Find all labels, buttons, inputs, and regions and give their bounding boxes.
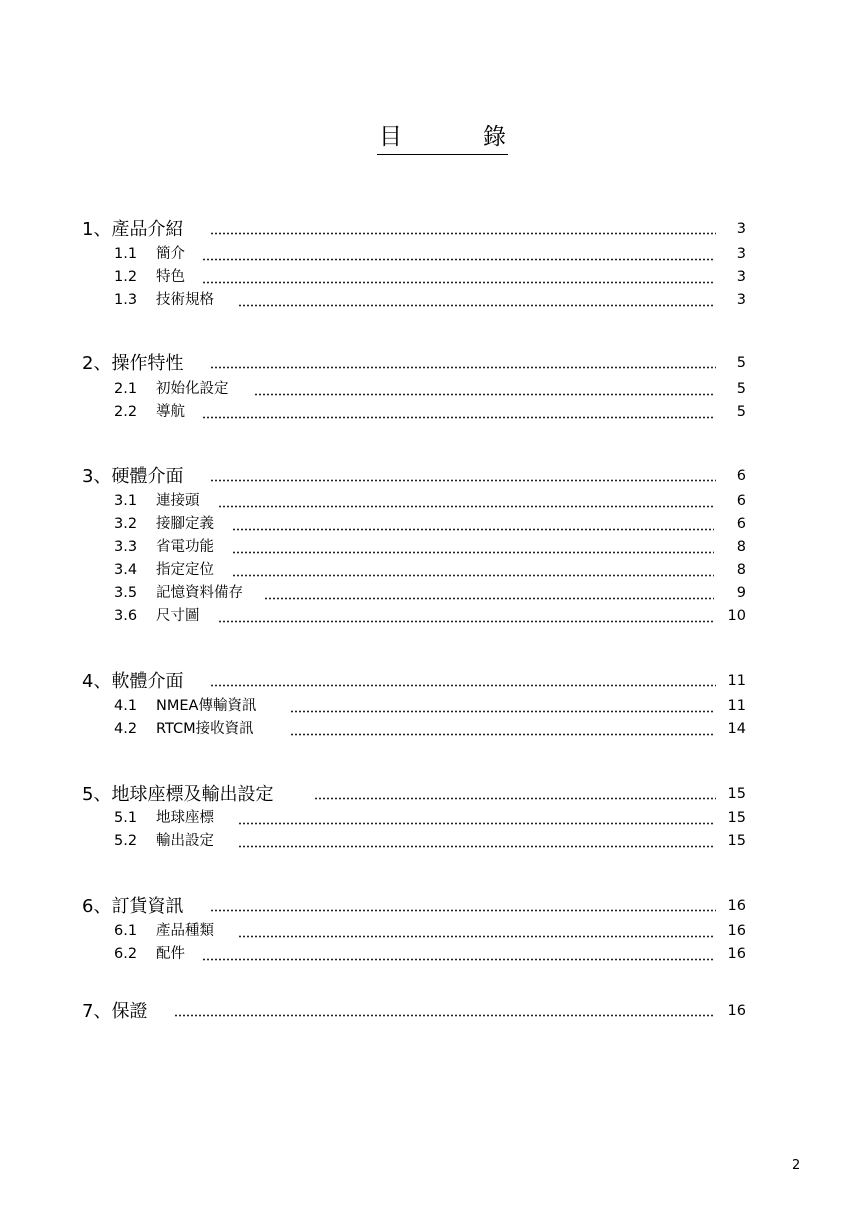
- item-label: 尺寸圖: [156, 608, 200, 624]
- toc-item-3-6[interactable]: [114, 605, 746, 627]
- footer-page-number: 2: [792, 1158, 801, 1173]
- toc-item-3-3[interactable]: [114, 536, 746, 558]
- toc-section-4[interactable]: [82, 670, 746, 696]
- toc-item-5-2[interactable]: [114, 830, 746, 852]
- leader-dots: [238, 822, 714, 825]
- item-label: 指定定位: [156, 562, 214, 578]
- item-page: 5: [736, 381, 746, 397]
- leader-dots: [218, 505, 714, 508]
- leader-dots: [174, 1014, 714, 1017]
- leader-dots: [238, 845, 714, 848]
- toc-item-1-1[interactable]: [114, 243, 746, 265]
- item-number: 3.4: [114, 562, 138, 578]
- section-page: 15: [727, 786, 746, 802]
- toc-title-char-2: 錄: [483, 124, 506, 150]
- item-number: 4.2: [114, 721, 138, 737]
- item-label: 簡介: [156, 246, 185, 262]
- leader-dots: [238, 304, 714, 307]
- item-page: 6: [736, 493, 746, 509]
- leader-dots: [202, 958, 714, 961]
- leader-dots: [290, 710, 714, 713]
- item-page: 15: [727, 810, 746, 826]
- toc-item-3-1[interactable]: [114, 490, 746, 512]
- toc-item-1-3[interactable]: [114, 289, 746, 311]
- item-number: 3.3: [114, 539, 138, 555]
- toc-item-5-1[interactable]: [114, 807, 746, 829]
- item-page: 11: [727, 698, 746, 714]
- section-page: 6: [736, 468, 746, 484]
- toc-item-1-2[interactable]: [114, 266, 746, 288]
- section-page: 16: [727, 1003, 746, 1019]
- item-label: 技術規格: [156, 292, 214, 308]
- leader-dots: [232, 574, 714, 577]
- section-page: 3: [736, 221, 746, 237]
- item-page: 10: [727, 608, 746, 624]
- item-page: 3: [736, 292, 746, 308]
- item-label: 產品種類: [156, 923, 214, 939]
- item-label: 導航: [156, 404, 185, 420]
- leader-dots: [202, 416, 714, 419]
- toc-section-7[interactable]: [82, 1000, 746, 1026]
- item-page: 16: [727, 946, 746, 962]
- item-label: 省電功能: [156, 539, 214, 555]
- section-page: 16: [727, 898, 746, 914]
- toc-section-3[interactable]: [82, 465, 746, 491]
- leader-dots: [210, 909, 716, 912]
- item-number: 5.1: [114, 810, 138, 826]
- item-number: 2.2: [114, 404, 138, 420]
- section-label: 7、保證: [82, 1001, 148, 1022]
- leader-dots: [254, 393, 714, 396]
- section-label: 2、操作特性: [82, 353, 184, 374]
- item-number: 1.1: [114, 246, 138, 262]
- item-label: RTCM接收資訊: [156, 721, 254, 737]
- item-label: 接腳定義: [156, 516, 214, 532]
- leader-dots: [264, 597, 714, 600]
- toc-item-4-1[interactable]: [114, 695, 746, 717]
- leader-dots: [210, 232, 716, 235]
- leader-dots: [210, 684, 716, 687]
- toc-section-1[interactable]: [82, 218, 746, 244]
- item-label: NMEA傳輸資訊: [156, 698, 257, 714]
- leader-dots: [290, 733, 714, 736]
- item-number: 3.2: [114, 516, 138, 532]
- section-label: 4、軟體介面: [82, 671, 184, 692]
- toc-item-4-2[interactable]: [114, 718, 746, 740]
- toc-title: [377, 122, 508, 155]
- item-number: 4.1: [114, 698, 138, 714]
- toc-item-6-1[interactable]: [114, 920, 746, 942]
- section-label: 5、地球座標及輸出設定: [82, 784, 274, 805]
- section-page: 11: [727, 673, 746, 689]
- toc-item-3-5[interactable]: [114, 582, 746, 604]
- leader-dots: [314, 797, 716, 800]
- item-page: 9: [736, 585, 746, 601]
- item-label: 初始化設定: [156, 381, 229, 397]
- toc-title-char-1: 目: [379, 124, 402, 150]
- toc-item-6-2[interactable]: [114, 943, 746, 965]
- leader-dots: [238, 935, 714, 938]
- item-number: 6.1: [114, 923, 138, 939]
- item-number: 3.5: [114, 585, 138, 601]
- section-label: 1、產品介紹: [82, 219, 184, 240]
- section-page: 5: [736, 355, 746, 371]
- item-page: 8: [736, 539, 746, 555]
- item-page: 14: [727, 721, 746, 737]
- item-label: 輸出設定: [156, 833, 214, 849]
- toc-item-2-1[interactable]: [114, 378, 746, 400]
- item-number: 6.2: [114, 946, 138, 962]
- item-page: 15: [727, 833, 746, 849]
- section-label: 3、硬體介面: [82, 466, 184, 487]
- item-label: 配件: [156, 946, 185, 962]
- leader-dots: [218, 620, 714, 623]
- toc-item-2-2[interactable]: [114, 401, 746, 423]
- item-page: 5: [736, 404, 746, 420]
- item-number: 2.1: [114, 381, 138, 397]
- item-label: 地球座標: [156, 810, 214, 826]
- item-page: 3: [736, 269, 746, 285]
- item-label: 記憶資料備存: [156, 585, 243, 601]
- leader-dots: [232, 528, 714, 531]
- leader-dots: [232, 551, 714, 554]
- item-number: 3.1: [114, 493, 138, 509]
- toc-item-3-4[interactable]: [114, 559, 746, 581]
- item-label: 連接頭: [156, 493, 200, 509]
- leader-dots: [202, 258, 714, 261]
- item-page: 8: [736, 562, 746, 578]
- toc-section-6[interactable]: [82, 895, 746, 921]
- item-page: 6: [736, 516, 746, 532]
- leader-dots: [202, 281, 714, 284]
- item-label: 特色: [156, 269, 185, 285]
- item-number: 3.6: [114, 608, 138, 624]
- leader-dots: [210, 366, 716, 369]
- toc-item-3-2[interactable]: [114, 513, 746, 535]
- section-label: 6、訂貨資訊: [82, 896, 184, 917]
- toc-section-5[interactable]: [82, 783, 746, 809]
- item-page: 16: [727, 923, 746, 939]
- item-number: 1.3: [114, 292, 138, 308]
- item-number: 1.2: [114, 269, 138, 285]
- item-number: 5.2: [114, 833, 138, 849]
- leader-dots: [210, 479, 716, 482]
- item-page: 3: [736, 246, 746, 262]
- toc-section-2[interactable]: [82, 352, 746, 378]
